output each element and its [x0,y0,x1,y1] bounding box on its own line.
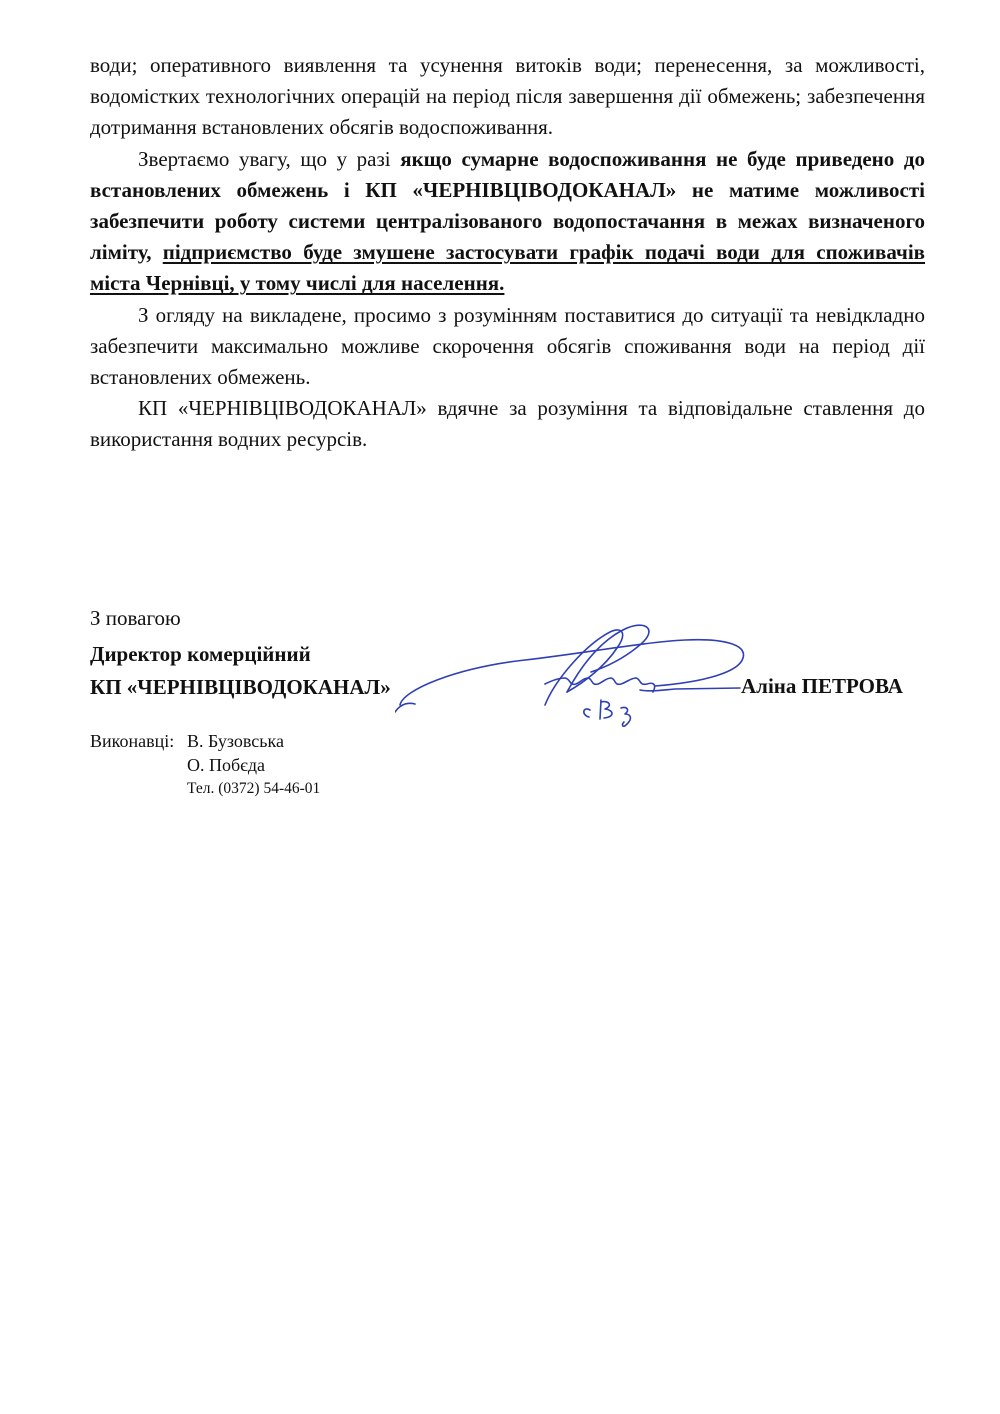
paragraph-text-run: Звертаємо увагу, що у разі [138,146,401,171]
signatory-name: Аліна ПЕТРОВА [741,674,903,698]
letter-paragraph [90,144,925,300]
letter-paragraph [90,300,925,394]
closing-phrase: З повагою [90,606,181,630]
executor-phone: Тел. (0372) 54-46-01 [187,780,321,797]
paragraph-text-run: КП «ЧЕРНІВЦІВОДОКАНАЛ» вдячне за розуміння та відповідальне ставлення до використання водних ресурсів. [90,396,925,452]
executors-list [187,729,320,801]
signatory-position-line1: Директор комерційний [90,642,311,666]
letter-body [90,50,925,456]
letter-paragraph [90,50,925,144]
paragraph-text-run: підприємство буде змушене застосувати графік подачі води для споживачів міста Чернівці, у тому числі для населення. [90,240,925,296]
executors-label: Виконавці: [90,731,175,751]
handwritten-signature [395,620,755,730]
executor-name: О. Побєда [187,755,266,775]
paragraph-text-run: води; оперативного виявлення та усунення витоків води; перенесення, за можливості, водомістких технологічних операцій на період після завершення дії обмежень; забезпечення дотримання встановлених обсягів водоспоживання. [90,53,925,140]
signatory-position [90,638,391,704]
executors-block [90,729,321,797]
paragraph-text-run: З огляду на викладене, просимо з розумінням поставитися до ситуації та невідкладно забезпечити максимально можливе скорочення обсягів споживання води на період дії встановлених обмежень. [90,302,925,390]
executor-name: В. Бузовська [187,731,284,751]
paragraph-text-run: якщо сумарне водоспоживання не буде приведено до встановлених обмежень і КП «ЧЕРНІВЦІВОДОКАНАЛ» не матиме можливості забезпечити роботу системи централізованого водопостачання в межах визначеного ліміту, [90,146,925,265]
signatory-organization: КП «ЧЕРНІВЦІВОДОКАНАЛ» [90,675,391,699]
letter-paragraph [90,393,925,455]
